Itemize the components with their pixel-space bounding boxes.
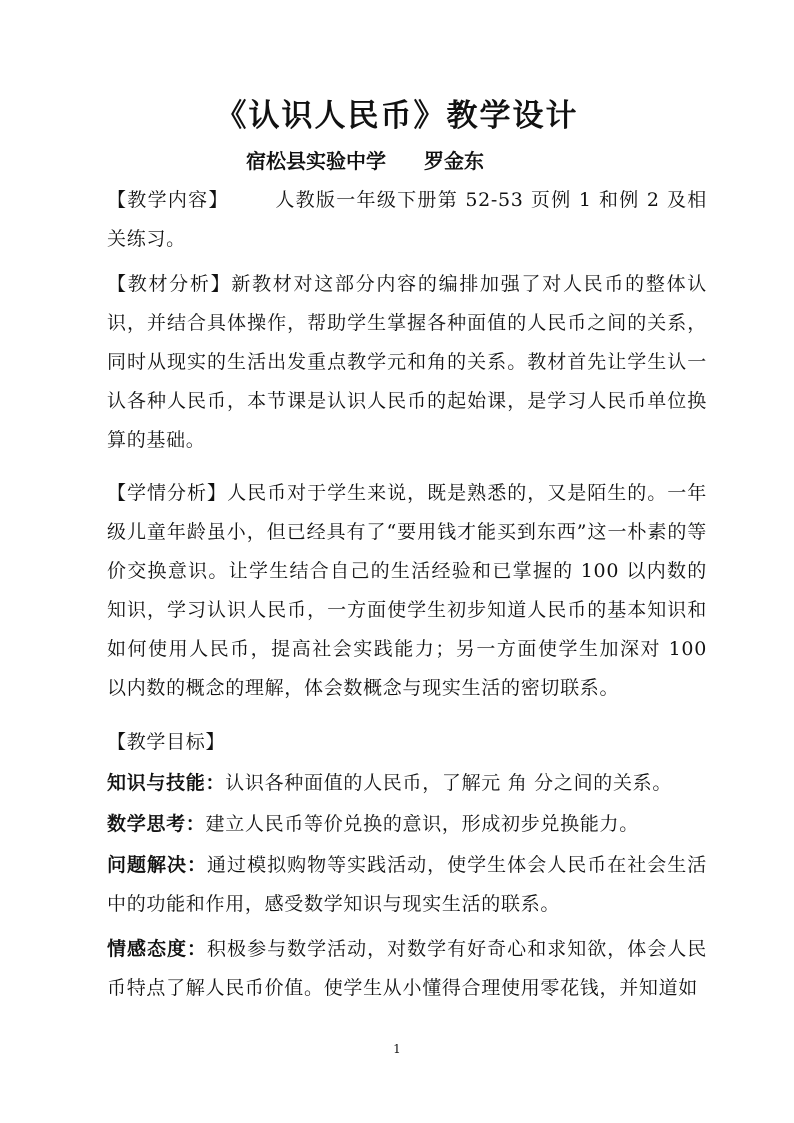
section-text: 人民币对于学生来说，既是熟悉的，又是陌生的。一年级儿童年龄虽小，但已经具有了“要用钱才能买到东西”这一朴素的等价交换意识。让学生结合自己的生活经验和已掌握的 100 以内数的知识，学习认识人民币，一方面使学生初步知道人民币的基本知识和如何使用人民币，提高社会实践能力；另一方面使学生加深对 100 以内数的概念的理解，体会数概念与现实生活的密切联系。: [107, 482, 707, 699]
goal-text: 积极参与数学活动，对数学有好奇心和求知欲，体会人民币特点了解人民币价值。使学生从小懂得合理使用零花钱，并知道如: [107, 938, 707, 999]
section-text: 新教材对这部分内容的编排加强了对人民币的整体认识，并结合具体操作，帮助学生掌握各种面值的人民币之间的关系，同时从现实的生活出发重点教学元和角的关系。教材首先让学生认一认各种人民币，本节课是认识人民币的起始课，是学习人民币单位换算的基础。: [107, 273, 708, 451]
document-title: 《认识人民币》教学设计: [215, 98, 579, 134]
section-heading: 【教学目标】: [107, 731, 226, 753]
goal-item: [107, 764, 707, 803]
section-text: 人教版一年级下册第 52-53 页例 1 和例 2 及相关练习。: [107, 189, 707, 250]
goal-item: [107, 805, 707, 844]
goal-label: 知识与技能：: [107, 772, 226, 794]
section-content: [107, 181, 707, 259]
school-name: 宿松县实验中学: [246, 149, 386, 173]
goal-text: 认识各种面值的人民币，了解元 角 分之间的关系。: [225, 772, 673, 794]
page-number: 1: [393, 1042, 401, 1056]
section-heading: 【教学内容】: [107, 189, 229, 211]
goal-text: 通过模拟购物等实践活动，使学生体会人民币在社会生活中的功能和作用，感受数学知识与现实生活的联系。: [107, 854, 707, 915]
author-name: 罗金东: [424, 149, 484, 173]
author-line: [246, 147, 484, 175]
goal-label: 问题解决：: [107, 854, 208, 876]
goal-item: [107, 846, 707, 924]
goal-text: 建立人民币等价兑换的意识，形成初步兑换能力。: [205, 813, 639, 835]
section-textbook-analysis: [107, 265, 707, 460]
section-goals-heading: [107, 723, 707, 762]
section-student-analysis: [107, 474, 707, 708]
section-heading: 【教材分析】: [107, 273, 232, 295]
goal-label: 情感态度：: [107, 938, 208, 960]
goal-item: [107, 930, 707, 1008]
section-heading: 【学情分析】: [107, 482, 228, 504]
goal-label: 数学思考：: [107, 813, 206, 835]
